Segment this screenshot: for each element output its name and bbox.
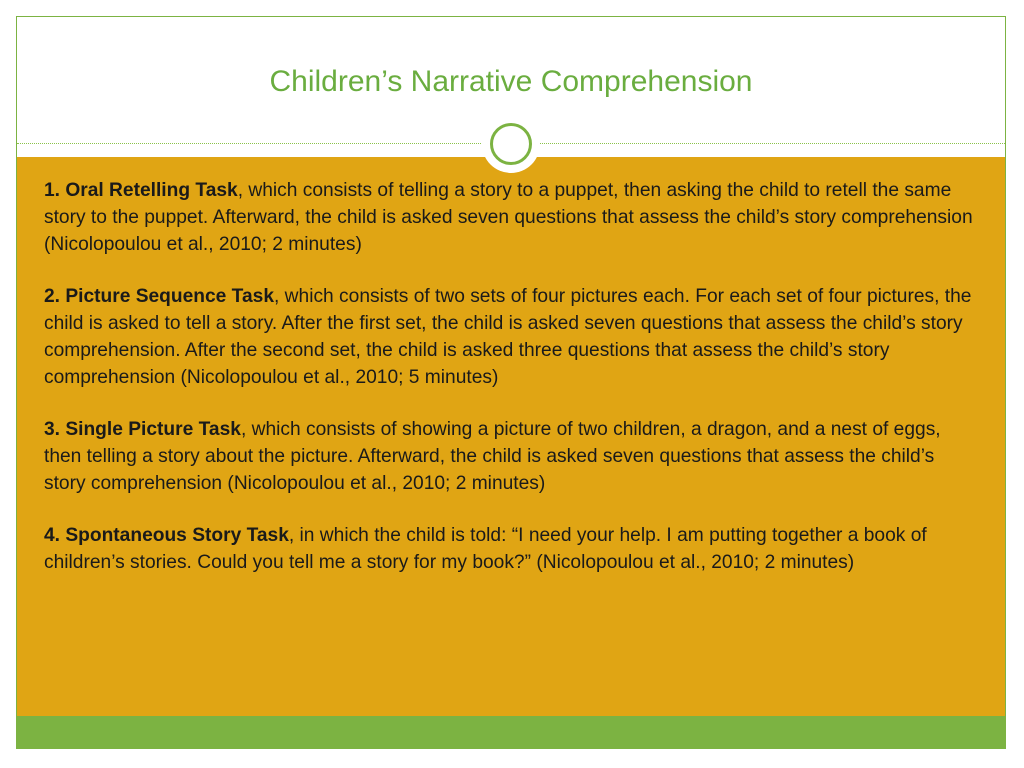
list-item-oral-retelling <box>44 177 977 258</box>
footer-bar <box>17 716 1005 749</box>
item-body: , which consists of two sets of four pictures each. For each set of four pictures, the child is asked to tell a story. After the first set, the child is asked seven questions that assess the child’s story comprehension. After the second set, the child is asked three questions that assess the child’s story comprehension (Nicolopoulou et al., 2010; 5 minutes) <box>44 286 972 388</box>
ring-icon <box>490 123 532 165</box>
item-title: 1. Oral Retelling Task <box>44 180 238 201</box>
slide-title: Children’s Narrative Comprehension <box>269 65 753 98</box>
item-body: , in which the child is told: “I need your help. I am putting together a book of children’s stories. Could you tell me a story for my book?” (Nicolopoulou et al., 2010; 2 minutes) <box>44 525 927 573</box>
item-body: , which consists of showing a picture of two children, a dragon, and a nest of eggs, then telling a story about the picture. Afterward, the child is asked seven questions that assess the child’s story comprehension (Nicolopoulou et al., 2010; 2 minutes) <box>44 419 941 494</box>
item-body: , which consists of telling a story to a puppet, then asking the child to retell the same story to the puppet. Afterward, the child is asked seven questions that assess the child’s story comprehension (Nicolopoulou et al., 2010; 2 minutes) <box>44 180 973 255</box>
item-title: 3. Single Picture Task <box>44 419 241 440</box>
list-item-single-picture <box>44 416 977 497</box>
slide-frame <box>16 16 1006 749</box>
circle-ornament-icon <box>482 115 540 173</box>
list-item-spontaneous-story <box>44 522 977 576</box>
item-title: 2. Picture Sequence Task <box>44 286 274 307</box>
list-item-picture-sequence <box>44 283 977 391</box>
content-area <box>17 157 1005 716</box>
item-title: 4. Spontaneous Story Task <box>44 525 289 546</box>
